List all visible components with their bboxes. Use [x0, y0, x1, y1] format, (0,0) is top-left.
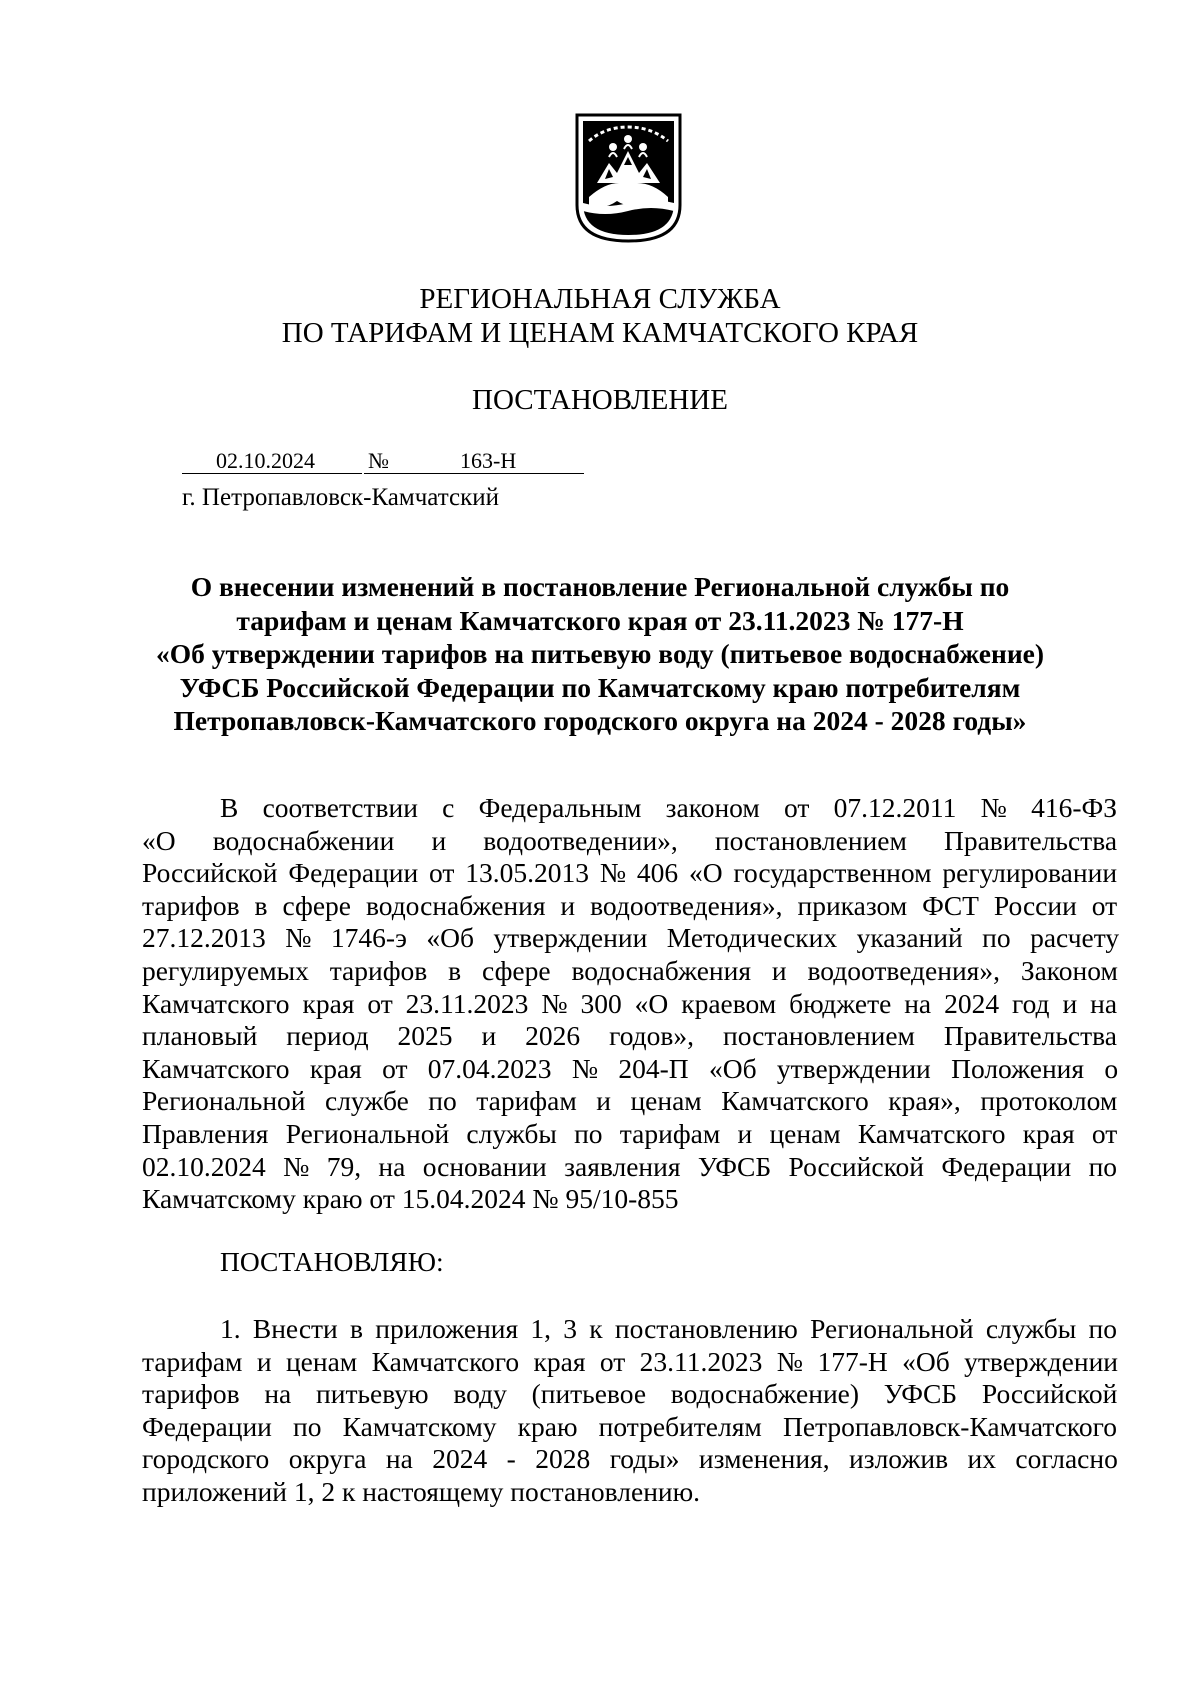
preamble-line: Правления Региональной службы по тарифам и ценам Камчатского края от [142, 1117, 1118, 1149]
preamble-line: В соответствии с Федеральным законом от 07.12.2011 № 416-ФЗ [220, 792, 1117, 823]
document-title [140, 570, 1060, 738]
title-line: О внесении изменений в постановление Региональной службы по [190, 571, 1010, 602]
decree-word: ПОСТАНОВЛЯЮ: [220, 1246, 444, 1277]
document-date: 02.10.2024 [216, 448, 315, 473]
organization-name-line-1: РЕГИОНАЛЬНАЯ СЛУЖБА [419, 283, 781, 315]
item-1-line: тарифам и ценам Камчатского края от 23.11.2023 № 177-Н «Об утверждении [142, 1345, 1119, 1377]
title-line: Петропавловск-Камчатского городского округа на 2024 - 2028 годы» [173, 705, 1027, 736]
preamble-line: Камчатского края от 23.11.2023 № 300 «О краевом бюджете на 2024 год и на [142, 987, 1118, 1019]
kamchatka-coat-of-arms-emblem [575, 113, 682, 243]
title-line: «Об утверждении тарифов на питьевую воду (питьевое водоснабжение) [155, 638, 1045, 669]
date-number-row [182, 448, 587, 478]
document-type: ПОСТАНОВЛЕНИЕ [472, 384, 728, 416]
place-of-issue: г. Петропавловск-Камчатский [182, 484, 499, 511]
item-1-line: городского округа на 2024 - 2028 годы» изменения, изложив их согласно [142, 1443, 1118, 1475]
title-line: тарифам и ценам Камчатского края от 23.11.2023 № 177-Н [236, 604, 964, 636]
item-1-line: Федерации по Камчатскому краю потребителям Петропавловск-Камчатского [142, 1410, 1117, 1442]
preamble-line: 02.10.2024 № 79, на основании заявления УФСБ Российской Федерации по [142, 1150, 1118, 1182]
preamble-line: регулируемых тарифов в сфере водоснабжения и водоотведения», Законом [142, 954, 1118, 986]
item-1-line: тарифов на питьевую воду (питьевое водоснабжение) УФСБ Российской [142, 1378, 1118, 1410]
preamble-line: тарифов в сфере водоснабжения и водоотведения», приказом ФСТ России от [142, 889, 1118, 921]
preamble-line: Камчатскому краю от 15.04.2024 № 95/10-855 [142, 1183, 679, 1215]
organization-name-line-2: ПО ТАРИФАМ И ЦЕНАМ КАМЧАТСКОГО КРАЯ [281, 317, 919, 349]
preamble-line: Камчатского края от 07.04.2023 № 204-П «Об утверждении Положения о [142, 1052, 1119, 1084]
title-line: УФСБ Российской Федерации по Камчатскому краю потребителям [179, 671, 1021, 703]
item-1-paragraph [142, 1313, 1117, 1509]
preamble-line: «О водоснабжении и водоотведении», постановлением Правительства [142, 824, 1118, 856]
document-number: 163-Н [460, 448, 517, 473]
preamble-line: 27.12.2013 № 1746-э «Об утверждении Методических указаний по расчету [142, 922, 1120, 954]
preamble-line: Региональной службе по тарифам и ценам Камчатского края», протоколом [142, 1085, 1118, 1117]
item-1-line: приложений 1, 2 к настоящему постановлению. [142, 1475, 701, 1507]
number-sign: № [368, 448, 389, 473]
preamble-paragraph [142, 792, 1120, 1216]
item-1-line: 1. Внести в приложения 1, 3 к постановлению Региональной службы по [220, 1313, 1117, 1344]
preamble-line: Российской Федерации от 13.05.2013 № 406 «О государственном регулировании [142, 857, 1118, 889]
preamble-line: плановый период 2025 и 2026 годов», постановлением Правительства [142, 1020, 1117, 1052]
